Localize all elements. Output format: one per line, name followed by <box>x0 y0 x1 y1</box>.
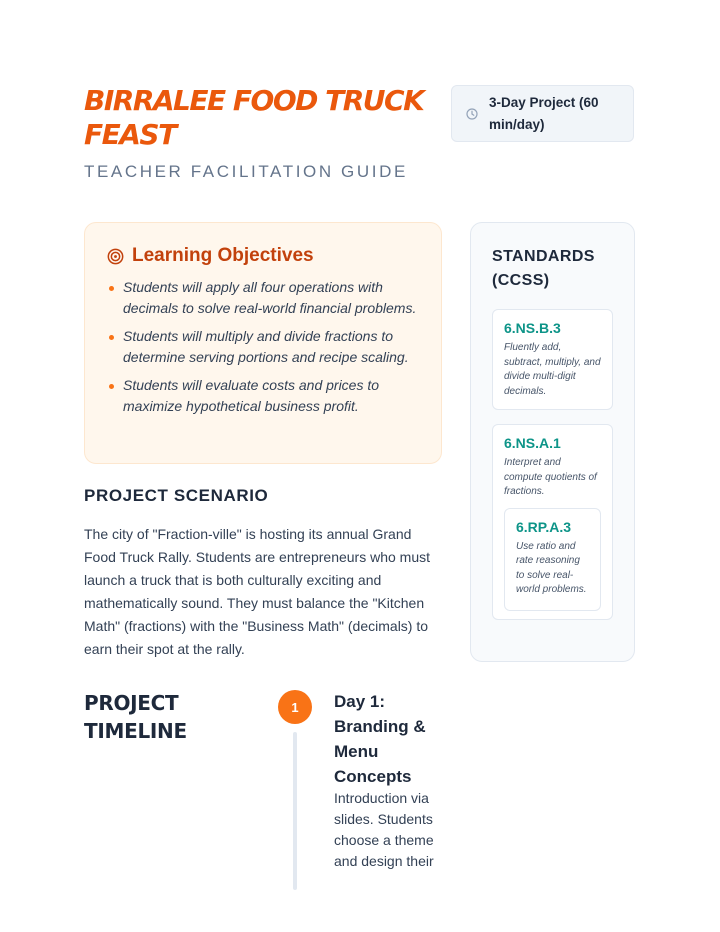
standard-description: Interpret and compute quotients of fractions. <box>504 457 597 497</box>
standard-code: 6.NS.B.3 <box>504 320 561 336</box>
objective-item <box>107 326 421 368</box>
timeline-line <box>293 732 297 890</box>
standards-panel <box>470 222 635 662</box>
day-title: Day 1: Branding & Menu Concepts <box>334 692 426 786</box>
standard-description: Fluently add, subtract, multiply, and divide multi-digit decimals. <box>504 342 601 397</box>
standard-card <box>504 508 601 611</box>
clock-icon <box>466 108 478 120</box>
bullet-icon <box>109 384 114 389</box>
objective-text: Students will apply all four operations with decimals to solve real-world financial problems. <box>123 279 417 316</box>
document-title: BIRRALEE FOOD TRUCK FEAST <box>84 84 424 151</box>
objective-item <box>107 375 421 417</box>
standards-heading: STANDARDS (CCSS) <box>492 248 595 289</box>
objectives-list <box>107 277 421 417</box>
learning-objectives-card <box>84 222 442 464</box>
standard-code: 6.NS.A.1 <box>504 435 561 451</box>
standard-card <box>492 424 613 620</box>
objective-text: Students will evaluate costs and prices to maximize hypothetical business profit. <box>123 377 380 414</box>
objectives-header <box>107 245 421 267</box>
day-number-badge: 1 <box>278 690 312 724</box>
duration-label: 3-Day Project (60 min/day) <box>489 94 599 132</box>
duration-badge <box>451 85 634 142</box>
standard-code: 6.RP.A.3 <box>516 518 571 535</box>
bullet-icon <box>109 335 114 340</box>
standard-description: Use ratio and rate reasoning to solve real-world problems. <box>516 540 587 595</box>
target-icon <box>107 248 124 265</box>
scenario-heading: PROJECT SCENARIO <box>84 486 269 505</box>
standard-card <box>492 309 613 410</box>
bullet-icon <box>109 286 114 291</box>
timeline-heading: PROJECT TIMELINE <box>84 691 187 743</box>
objectives-heading: Learning Objectives <box>132 245 314 266</box>
day-description: Introduction via slides. Students choose a theme and design their <box>334 790 434 869</box>
objective-item <box>107 277 421 319</box>
document-subtitle: TEACHER FACILITATION GUIDE <box>84 162 408 181</box>
objective-text: Students will multiply and divide fractions to determine serving portions and recipe scaling. <box>123 328 409 365</box>
scenario-text: The city of "Fraction-ville" is hosting its annual Grand Food Truck Rally. Students are entrepreneurs who must launch a truck that is both culturally exciting and mathematically sound. They must balance the "Kitchen Math" (fractions) with the "Business Math" (decimals) to earn their spot at the rally. <box>84 526 431 657</box>
